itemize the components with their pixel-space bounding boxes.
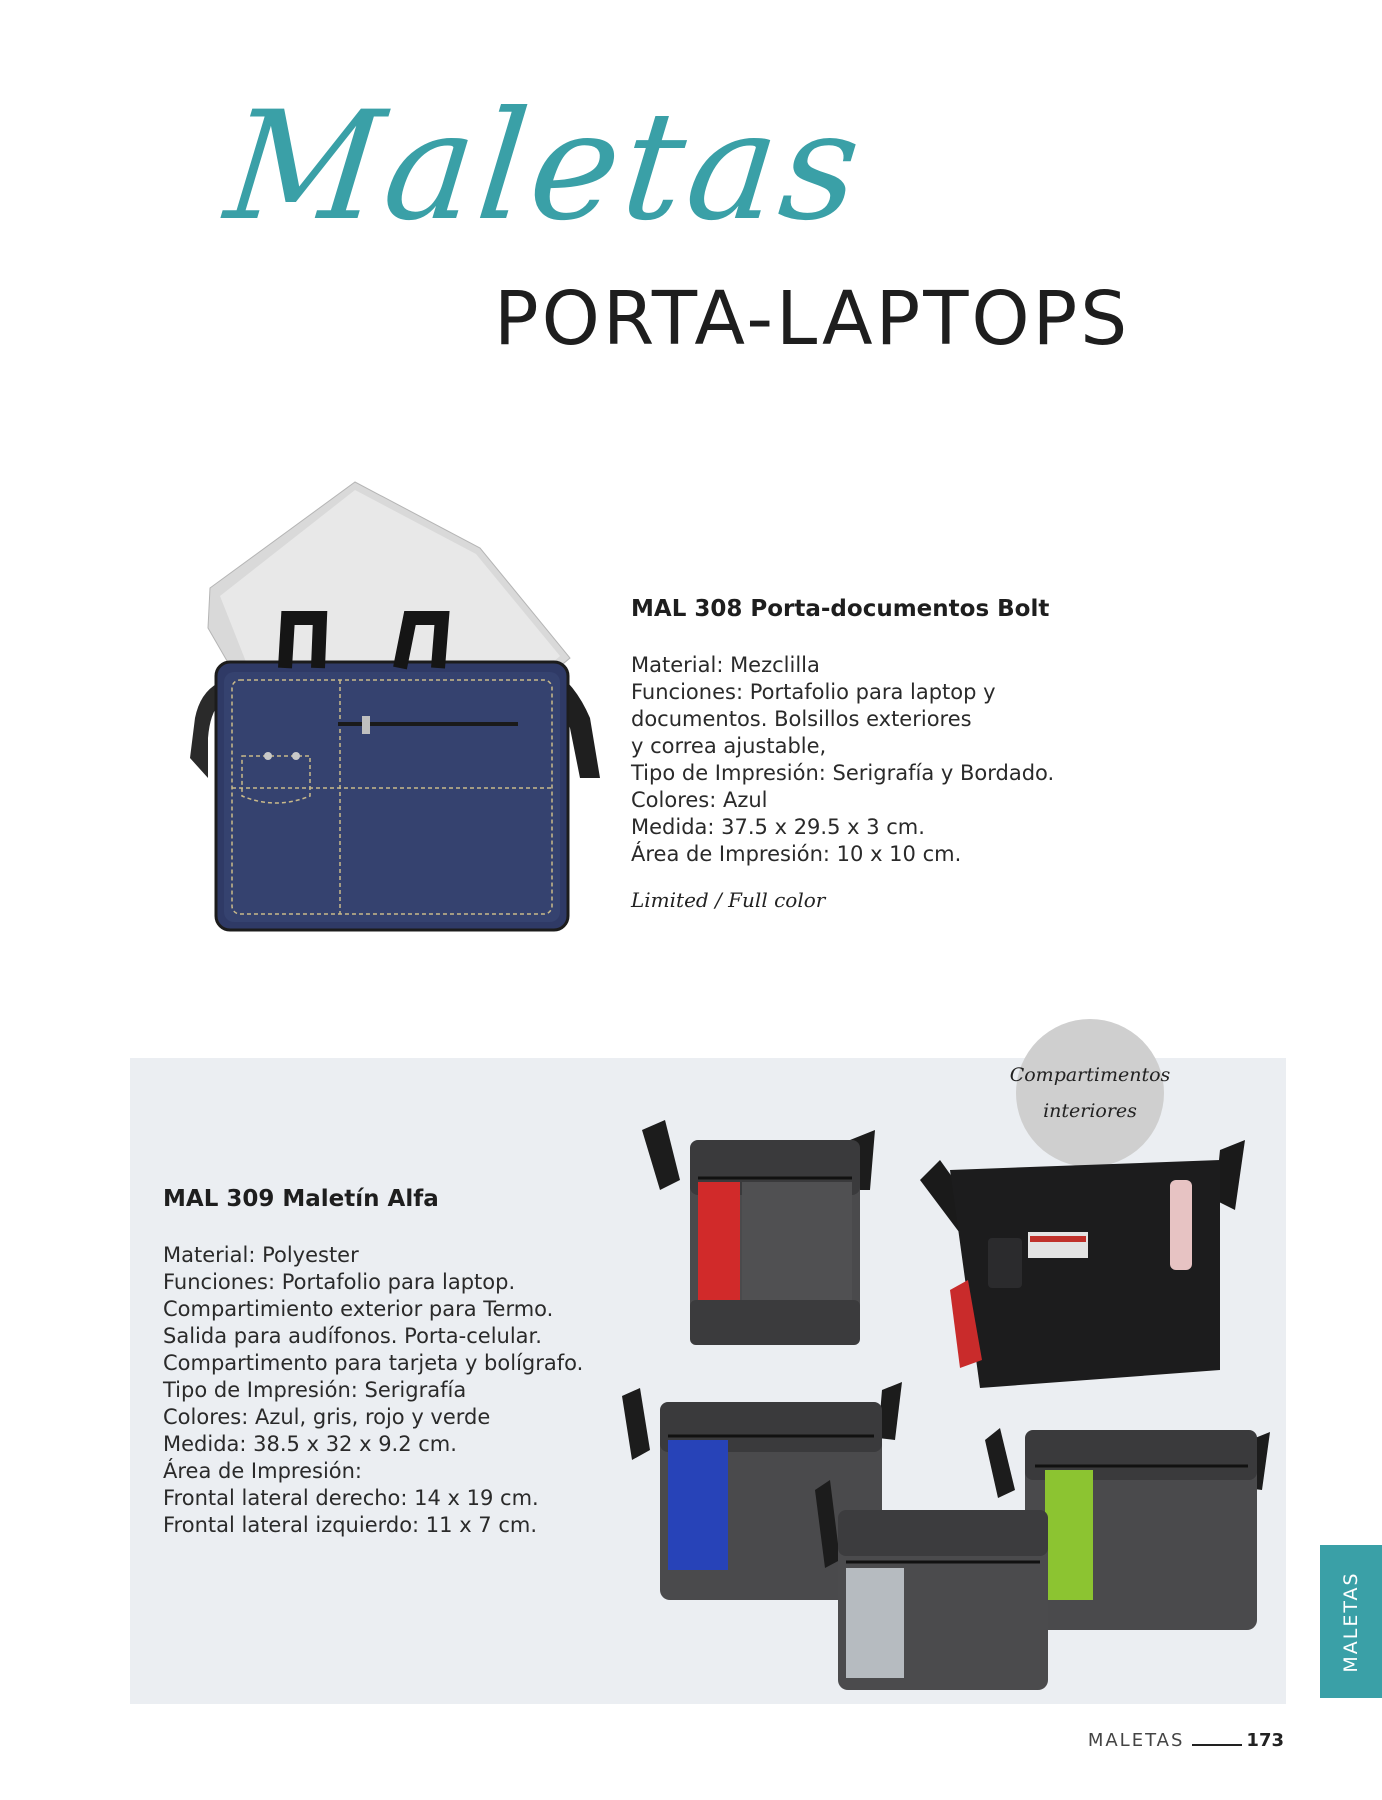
badge-line: interiores [1043,1100,1137,1122]
footer-rule [1192,1744,1242,1746]
page-title: PORTA-LAPTOPS [494,276,1131,362]
spec-line: Frontal lateral izquierdo: 11 x 7 cm. [163,1513,538,1537]
spec-line: Frontal lateral derecho: 14 x 19 cm. [163,1486,539,1510]
product-title-mal309: MAL 309 Maletín Alfa [163,1186,439,1212]
spec-line: Tipo de Impresión: Serigrafía y Bordado. [631,761,1055,785]
spec-line: Medida: 38.5 x 32 x 9.2 cm. [163,1432,457,1456]
spec-line: Compartimiento exterior para Termo. [163,1297,554,1321]
messenger-bags-photo [620,1120,1280,1695]
spec-line: Colores: Azul, gris, rojo y verde [163,1405,491,1429]
script-title: Maletas [218,80,872,254]
denim-laptop-bag-photo [180,478,610,940]
page-number: 173 [1246,1730,1284,1751]
side-tab-label: MALETAS [1340,1570,1362,1673]
product-specs-mal308 [631,652,1054,868]
spec-line: Material: Polyester [163,1243,359,1267]
footer-section: MALETAS [1087,1730,1185,1751]
spec-line: Tipo de Impresión: Serigrafía [163,1378,467,1402]
spec-line: Área de Impresión: 10 x 10 cm. [631,842,962,866]
spec-line: documentos. Bolsillos exteriores [631,707,972,731]
spec-line: Funciones: Portafolio para laptop. [163,1270,516,1294]
spec-line: Área de Impresión: [163,1459,363,1483]
product-specs-mal309 [163,1242,583,1539]
spec-line: Colores: Azul [631,788,768,812]
badge-line: Compartimentos [1009,1064,1171,1086]
spec-line: Funciones: Portafolio para laptop y [631,680,996,704]
spec-line: Salida para audífonos. Porta-celular. [163,1324,542,1348]
product-title-mal308: MAL 308 Porta-documentos Bolt [631,596,1050,622]
spec-line: Material: Mezclilla [631,653,820,677]
spec-line: Medida: 37.5 x 29.5 x 3 cm. [631,815,925,839]
spec-line: y correa ajustable, [631,734,827,758]
print-option-note: Limited / Full color [631,888,826,912]
spec-line: Compartimento para tarjeta y bolígrafo. [163,1351,584,1375]
page-footer [1088,1730,1284,1751]
section-side-tab [1320,1545,1382,1698]
